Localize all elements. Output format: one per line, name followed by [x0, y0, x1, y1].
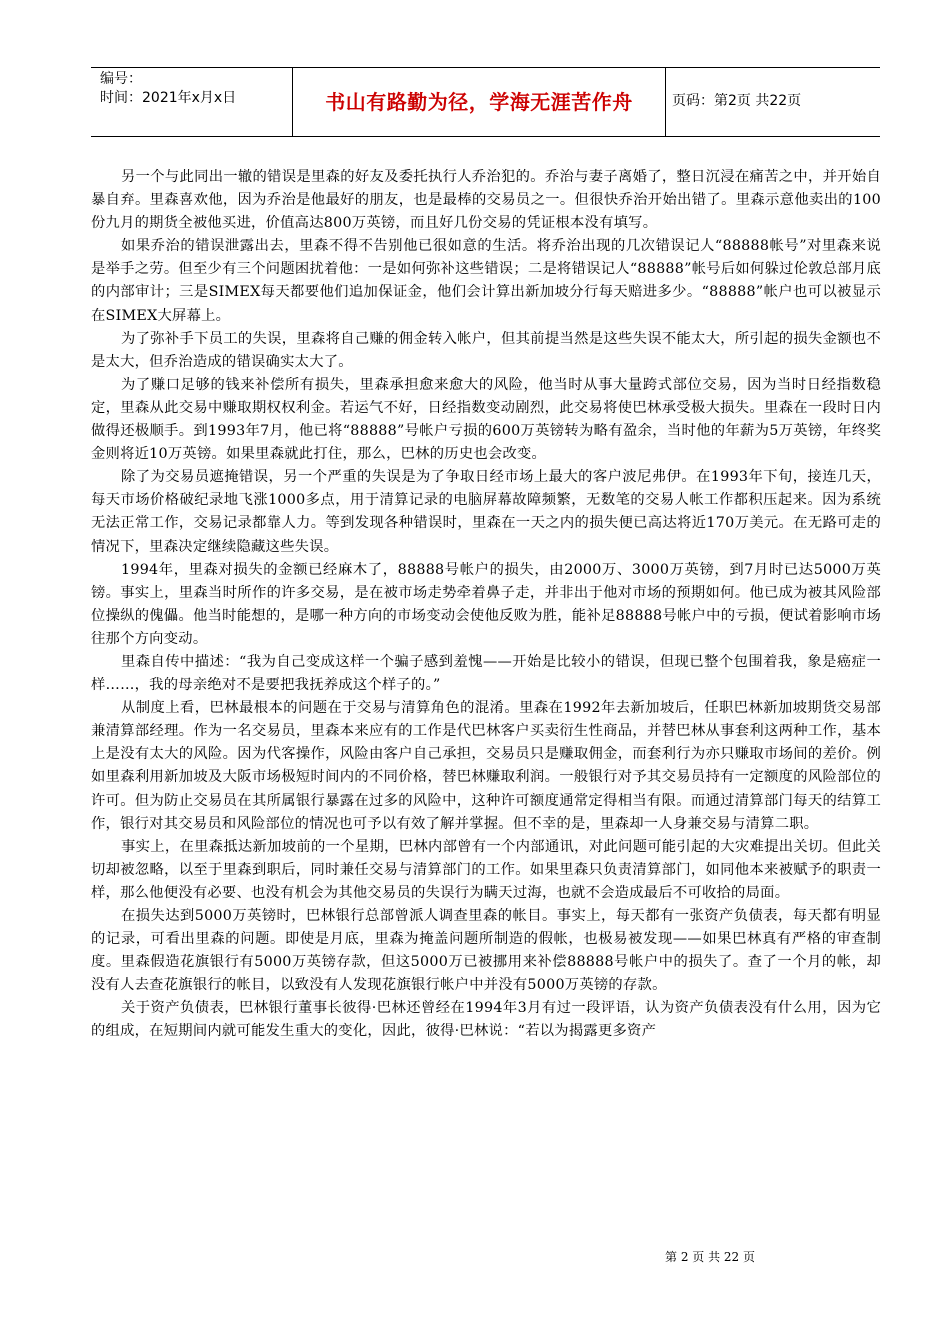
body-paragraph: 如果乔治的错误泄露出去，里森不得不告别他已很如意的生活。将乔治出现的几次错误记人“88888帐号”对里森来说是举手之劳。但至少有三个问题困扰着他：一是如何弥补这些错误；二是将错误记人“88888”帐号后如何躲过伦敦总部月底的内部审计；三是SIMEX每天都要他们追加保证金，他们会计算出新加坡分行每天赔进多少。“88888”帐户也可以被显示在SIMEX大屏幕上。 — [91, 238, 881, 324]
body-paragraph: 从制度上看，巴林最根本的问题在于交易与清算角色的混淆。里森在1992年去新加坡后，任职巴林新加坡期货交易部兼清算部经理。作为一名交易员，里森本来应有的工作是代巴林客户买卖衍生性商品，并替巴林从事套利这两种工作，基本上是没有太大的风险。因为代客操作，风险由客户自己承担，交易员只是赚取佣金，而套利行为亦只赚取市场间的差价。例如里森利用新加坡及大阪市场极短时间内的不同价格，替巴林赚取利润。一般银行对予其交易员持有一定额度的风险部位的许可。但为防止交易员在其所属银行暴露在过多的风险中，这种许可额度通常定得相当有限。而通过清算部门每天的结算工作，银行对其交易员和风险部位的情况也可予以有效了解并掌握。但不幸的是，里森却一人身兼交易与清算二职。 — [91, 700, 881, 832]
body-paragraph: 在损失达到5000万英镑时，巴林银行总部曾派人调查里森的帐目。事实上，每天都有一张资产负债表，每天都有明显的记录，可看出里森的问题。即使是月底，里森为掩盖问题所制造的假帐，也极易被发现——如果巴林真有严格的审查制度。里森假造花旗银行有5000万英镑存款，但这5000万已被挪用来补偿88888号帐户中的损失了。查了一个月的帐，却没有人去查花旗银行的帐目，以致没有人发现花旗银行帐户中并没有5000万英镑的存款。 — [91, 908, 881, 994]
body-paragraph: 除了为交易员遮掩错误，另一个严重的失误是为了争取日经市场上最大的客户波尼弗伊。在1993年下旬，接连几天，每天市场价格破纪录地飞涨1000多点，用于清算记录的电脑屏幕故障频繁，无数笔的交易人帐工作都积压起来。因为系统无法正常工作，交易记录都靠人力。等到发现各种错误时，里森在一天之内的损失便已高达将近170万美元。在无路可走的情况下，里森决定继续隐藏这些失误。 — [91, 469, 881, 555]
document-number-label: 编号： — [100, 71, 142, 87]
document-body — [91, 166, 881, 1044]
header-motto: 书山有路勤为径，学海无涯苦作舟 — [325, 90, 633, 114]
document-time-label: 时间：2021年x月x日 — [100, 90, 237, 106]
header-page-code: 页码：第2页 共22页 — [672, 93, 802, 109]
body-paragraph: 关于资产负债表，巴林银行董事长彼得·巴林还曾经在1994年3月有过一段评语，认为资产负债表没有什么用，因为它的组成，在短期间内就可能发生重大的变化，因此，彼得·巴林说：“若以为揭露更多资产 — [91, 1000, 881, 1040]
body-paragraph: 另一个与此同出一辙的错误是里森的好友及委托执行人乔治犯的。乔治与妻子离婚了，整日沉浸在痛苦之中，并开始自暴自弃。里森喜欢他，因为乔治是他最好的朋友，也是最棒的交易员之一。但很快乔治开始出错了。里森示意他卖出的100份九月的期货全被他买进，价值高达800万英镑，而且好几份交易的凭证根本没有填写。 — [91, 169, 881, 232]
body-paragraph: 1994年，里森对损失的金额已经麻木了，88888号帐户的损失，由2000万、3000万英镑，到7月时已达5000万英镑。事实上，里森当时所作的许多交易，是在被市场走势牵着鼻子走，并非出于他对市场的预期如何。他已成为被其风险部位操纵的傀儡。他当时能想的，是哪一种方向的市场变动会使他反败为胜，能补足88888号帐户中的亏损，便试着影响市场往那个方向变动。 — [91, 561, 881, 647]
header-motto-cell — [293, 68, 666, 136]
body-paragraph: 里森自传中描述：“我为自己变成这样一个骗子感到羞愧——开始是比较小的错误，但现已整个包围着我，象是癌症一样……，我的母亲绝对不是要把我抚养成这个样子的。” — [91, 653, 881, 694]
body-paragraph: 为了弥补手下员工的失误，里森将自己赚的佣金转入帐户，但其前提当然是这些失误不能太大，所引起的损失金额也不是太大，但乔治造成的错误确实太大了。 — [91, 330, 881, 370]
body-paragraph: 为了赚口足够的钱来补偿所有损失，里森承担愈来愈大的风险，他当时从事大量跨式部位交易，因为当时日经指数稳定，里森从此交易中赚取期权权利金。若运气不好，日经指数变动剧烈，此交易将使巴林承受极大损失。里森在一段时日内做得还极顺手。到1993年7月，他已将“88888”号帐户亏损的600万英镑转为略有盈余，当时他的年薪为5万英镑，年终奖金则将近10万英镑。如果里森就此打住，那么，巴林的历史也会改变。 — [91, 376, 881, 463]
header-meta-cell — [91, 68, 293, 136]
body-paragraph: 事实上，在里森抵达新加坡前的一个星期，巴林内部曾有一个内部通讯，对此问题可能引起的大灾难提出关切。但此关切却被忽略，以至于里森到职后，同时兼任交易与清算部门的工作。如果里森只负责清算部门，如同他本来被赋予的职责一样，那么他便没有必要、也没有机会为其他交易员的失误行为瞒天过海，也就不会造成最后不可收拾的局面。 — [91, 838, 881, 901]
page-footer: 第 2 页 共 22 页 — [665, 1250, 755, 1264]
header-page-cell — [666, 68, 880, 136]
page-header — [91, 67, 880, 137]
